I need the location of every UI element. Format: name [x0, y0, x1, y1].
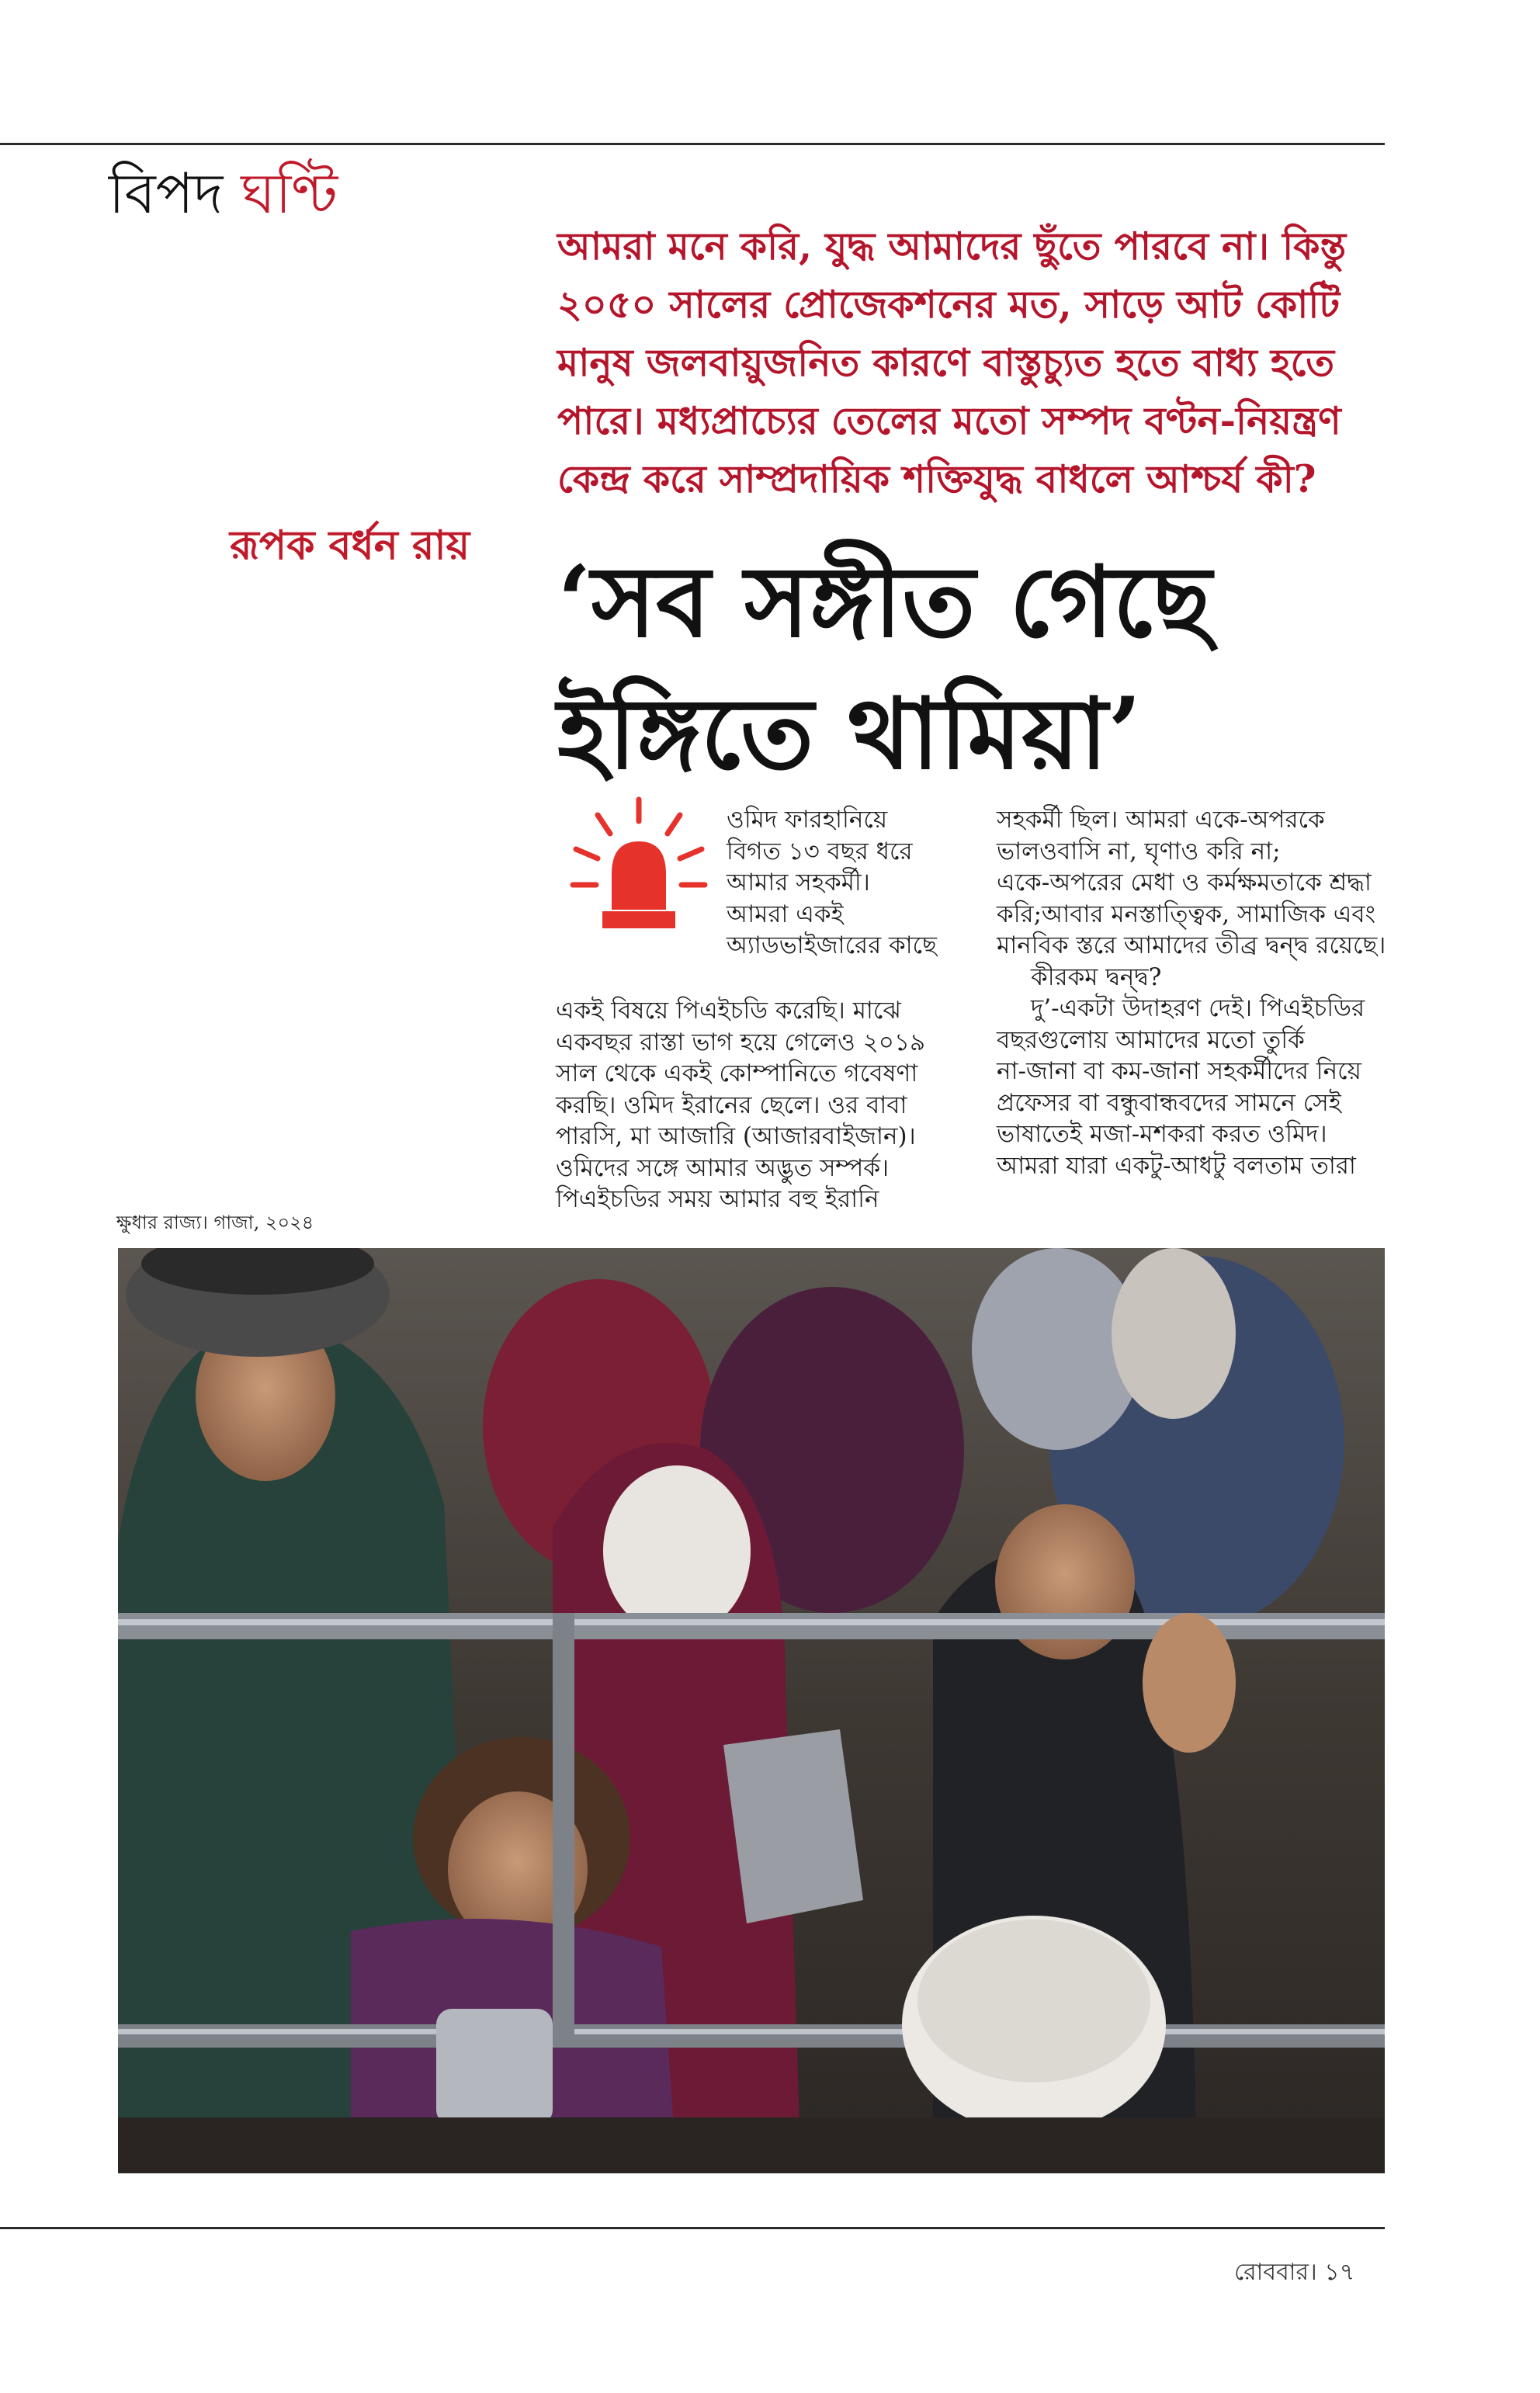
standfirst-line: ২০৫০ সালের প্রোজেকশনের মত, সাড়ে আট কোটি — [557, 282, 1341, 327]
body-line: আমার সহকর্মী। — [727, 869, 870, 897]
section-label-word1: বিপদ — [109, 161, 224, 226]
standfirst — [557, 217, 1388, 508]
alarm-siren-icon — [565, 793, 713, 941]
headline-line1: ‘সব সঙ্গীত গেছে — [557, 544, 1212, 659]
bottom-rule — [0, 2227, 1385, 2229]
body-line: আমরা একই — [727, 900, 844, 928]
news-photo — [118, 1248, 1385, 2173]
body-line: একবছর রাস্তা ভাগ হয়ে গেলেও ২০১৯ — [556, 1028, 926, 1056]
body-column-1-top — [727, 804, 937, 962]
standfirst-line: কেন্দ্র করে সাম্প্রদায়িক শক্তিযুদ্ধ বাধলে আশ্চর্য কী? — [557, 456, 1316, 501]
top-rule — [0, 143, 1385, 145]
body-line: বছরগুলোয় আমাদের মতো তুর্কি — [997, 1025, 1305, 1054]
body-line: ভালওবাসি না, ঘৃণাও করি না; — [997, 837, 1281, 865]
section-label — [109, 158, 338, 228]
body-line: পারসি, মা আজারি (আজারবাইজান)। — [556, 1122, 916, 1150]
body-line: সহকর্মী ছিল। আমরা একে-অপরকে — [997, 806, 1325, 834]
body-line: একে-অপরের মেধা ও কর্মক্ষমতাকে শ্রদ্ধা — [997, 869, 1372, 897]
headline-line2: ইঙ্গিতে থামিয়া’ — [557, 676, 1142, 791]
page-folio: রোববার। ১৭ — [1234, 2259, 1355, 2286]
body-line: না-জানা বা কম-জানা সহকর্মীদের নিয়ে — [997, 1057, 1361, 1085]
body-column-1 — [556, 995, 925, 1216]
body-line: আমরা যারা একটু-আধটু বলতাম তারা — [997, 1151, 1356, 1180]
body-line: ওমিদ ফারহানিয়ে — [727, 806, 888, 834]
body-column-2 — [997, 804, 1386, 1181]
body-line: ভাষাতেই মজা-মশকরা করত ওমিদ। — [997, 1120, 1327, 1148]
standfirst-line: মানুষ জলবায়ুজনিত কারণে বাস্তুচ্যুত হতে বাধ্য হতে — [557, 340, 1335, 385]
headline — [557, 536, 1396, 799]
body-line: পিএইচডির সময় আমার বহু ইরানি — [556, 1185, 879, 1213]
body-line: করছি। ওমিদ ইরানের ছেলে। ওর বাবা — [556, 1091, 907, 1119]
body-line: একই বিষয়ে পিএইচডি করেছি। মাঝে — [556, 997, 901, 1025]
standfirst-line: পারে। মধ্যপ্রাচ্যের তেলের মতো সম্পদ বণ্টন-নিয়ন্ত্রণ — [557, 398, 1341, 443]
body-line: ওমিদের সঙ্গে আমার অদ্ভুত সম্পর্ক। — [556, 1153, 890, 1182]
body-line: দু’-একটা উদাহরণ দেই। পিএইচডির — [1031, 994, 1365, 1022]
section-label-word2: ঘণ্টি — [241, 161, 338, 226]
body-line: সাল থেকে একই কোম্পানিতে গবেষণা — [556, 1060, 918, 1087]
photo-caption: ক্ষুধার রাজ্য। গাজা, ২০২৪ — [116, 1212, 314, 1233]
standfirst-line: আমরা মনে করি, যুদ্ধ আমাদের ছুঁতে পারবে না। কিন্তু — [557, 224, 1347, 269]
body-line: প্রফেসর বা বন্ধুবান্ধবদের সামনে সেই — [997, 1088, 1341, 1117]
body-line: করি;আবার মনস্তাত্ত্বিক, সামাজিক এবং — [997, 900, 1375, 928]
author-byline: রূপক বর্ধন রায় — [230, 522, 470, 569]
body-line: কীরকম দ্বন্দ্ব? — [1031, 962, 1162, 991]
body-line: মানবিক স্তরে আমাদের তীব্র দ্বন্দ্ব রয়েছে। — [997, 931, 1386, 959]
body-line: বিগত ১৩ বছর ধরে — [727, 837, 913, 865]
body-line: অ্যাডভাইজারের কাছে — [727, 931, 937, 959]
